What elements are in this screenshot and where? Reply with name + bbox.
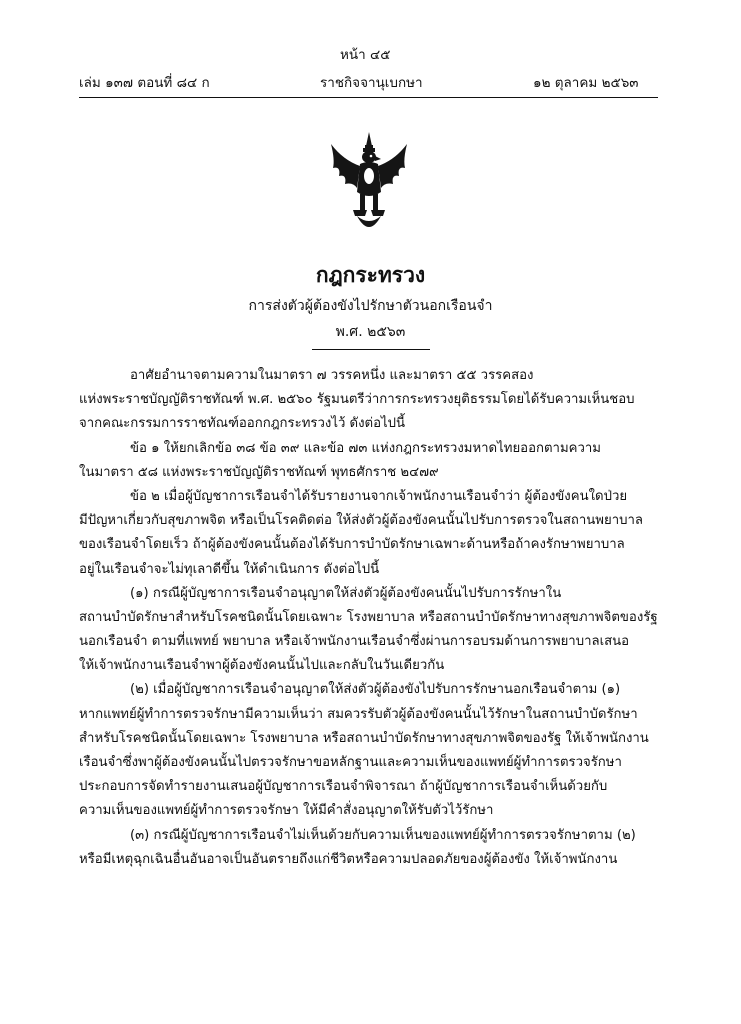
- document-body: [79, 364, 659, 872]
- publication-date: ๑๒ ตุลาคม ๒๕๖๓: [533, 75, 639, 91]
- gazette-name: ราชกิจจานุเบกษา: [320, 75, 423, 91]
- title-divider: [312, 349, 430, 350]
- body-line: ข้อ ๑ ให้ยกเลิกข้อ ๓๘ ข้อ ๓๙ และข้อ ๗๓ แห่งกฎกระทรวงมหาดไทยออกตามความ: [130, 440, 601, 456]
- body-line: สำหรับโรคชนิดนั้นโดยเฉพาะ โรงพยาบาล หรือสถานบำบัดรักษาทางสุขภาพจิตของรัฐ ให้เจ้าพนักงาน: [79, 730, 649, 746]
- document-year: พ.ศ. ๒๕๖๓: [335, 324, 406, 340]
- body-line: เรือนจำซึ่งพาผู้ต้องขังคนนั้นไปตรวจรักษาขอหลักฐานและความเห็นของแพทย์ผู้ทำการตรวจรักษา: [79, 755, 622, 770]
- body-line: ให้เจ้าพนักงานเรือนจำพาผู้ต้องขังคนนั้นไปและกลับในวันเดียวกัน: [79, 658, 445, 674]
- body-line: หรือมีเหตุฉุกเฉินอื่นอันอาจเป็นอันตรายถึงแก่ชีวิตหรือความปลอดภัยของผู้ต้องขัง ให้เจ้าพนักงาน: [79, 851, 618, 867]
- body-line: (๓) กรณีผู้บัญชาการเรือนจำไม่เห็นด้วยกับความเห็นของแพทย์ผู้ทำการตรวจรักษาตาม (๒): [130, 827, 636, 843]
- volume-issue: เล่ม ๑๓๗ ตอนที่ ๘๔ ก: [79, 75, 210, 91]
- header-divider: [79, 97, 658, 98]
- document-subtitle: การส่งตัวผู้ต้องขังไปรักษาตัวนอกเรือนจำ: [248, 298, 493, 314]
- body-line: หากแพทย์ผู้ทำการตรวจรักษามีความเห็นว่า สมควรรับตัวผู้ต้องขังคนนั้นไว้รักษาในสถานบำบัดรักษา: [79, 706, 638, 722]
- body-line: สถานบำบัดรักษาสำหรับโรคชนิดนั้นโดยเฉพาะ โรงพยาบาล หรือสถานบำบัดรักษาทางสุขภาพจิตของรัฐ: [79, 609, 658, 625]
- document-title: กฎกระทรวง: [315, 263, 426, 287]
- body-line: (๒) เมื่อผู้บัญชาการเรือนจำอนุญาตให้ส่งตัวผู้ต้องขังไปรับการรักษานอกเรือนจำตาม (๑): [130, 682, 621, 698]
- body-line: มีปัญหาเกี่ยวกับสุขภาพจิต หรือเป็นโรคติดต่อ ให้ส่งตัวผู้ต้องขังคนนั้นไปรับการตรวจในสถานพยาบาล: [79, 513, 643, 529]
- page-number: หน้า ๔๕: [340, 47, 391, 63]
- body-line: (๑) กรณีผู้บัญชาการเรือนจำอนุญาตให้ส่งตัวผู้ต้องขังคนนั้นไปรับการรักษาใน: [130, 585, 562, 601]
- body-line: ของเรือนจำโดยเร็ว ถ้าผู้ต้องขังคนนั้นต้องได้รับการบำบัดรักษาเฉพาะด้านหรือถ้าคงรักษาพยาบาล: [79, 537, 625, 553]
- body-line: อยู่ในเรือนจำจะไม่ทุเลาดีขึ้น ให้ดำเนินการ ดังต่อไปนี้: [79, 561, 380, 577]
- body-line: ความเห็นของแพทย์ผู้ทำการตรวจรักษา ให้มีคำสั่งอนุญาตให้รับตัวไว้รักษา: [79, 803, 494, 819]
- body-line: ประกอบการจัดทำรายงานเสนอผู้บัญชาการเรือนจำพิจารณา ถ้าผู้บัญชาการเรือนจำเห็นด้วยกับ: [79, 779, 608, 795]
- body-line: ข้อ ๒ เมื่อผู้บัญชาการเรือนจำได้รับรายงานจากเจ้าพนักงานเรือนจำว่า ผู้ต้องขังคนใดป่วย: [130, 488, 628, 504]
- garuda-emblem-icon: [327, 130, 411, 240]
- body-line: อาศัยอำนาจตามความในมาตรา ๗ วรรคหนึ่ง และมาตรา ๕๕ วรรคสอง: [130, 368, 534, 383]
- body-line: นอกเรือนจำ ตามที่แพทย์ พยาบาล หรือเจ้าพนักงานเรือนจำซึ่งผ่านการอบรมด้านการพยาบาลเสนอ: [79, 634, 630, 650]
- body-line: ในมาตรา ๕๘ แห่งพระราชบัญญัติราชทัณฑ์ พุทธศักราช ๒๔๗๙: [79, 464, 439, 480]
- body-line: แห่งพระราชบัญญัติราชทัณฑ์ พ.ศ. ๒๕๖๐ รัฐมนตรีว่าการกระทรวงยุติธรรมโดยได้รับความเห็นชอบ: [79, 392, 635, 408]
- body-line: จากคณะกรรมการราชทัณฑ์ออกกฎกระทรวงไว้ ดังต่อไปนี้: [79, 416, 406, 432]
